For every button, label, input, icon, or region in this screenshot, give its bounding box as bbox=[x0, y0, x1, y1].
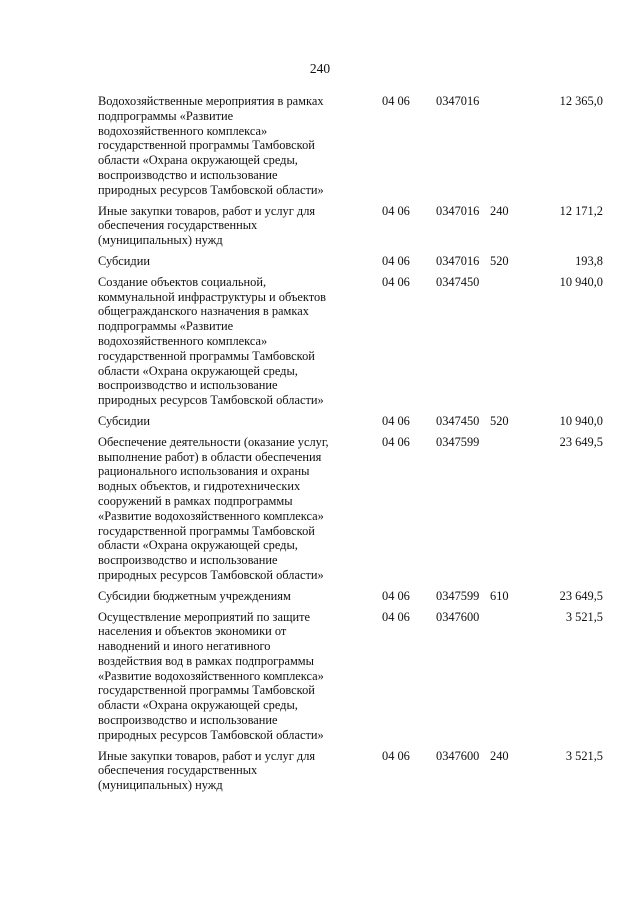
row-code: 0347016 bbox=[436, 253, 480, 268]
table-row bbox=[98, 435, 603, 583]
page-number: 240 bbox=[309, 61, 331, 76]
row-amount: 3 521,5 bbox=[565, 609, 603, 624]
row-type: 520 bbox=[490, 413, 509, 428]
row-name: Субсидии bbox=[98, 413, 150, 428]
row-type: 240 bbox=[490, 203, 509, 218]
table-row bbox=[98, 275, 603, 408]
row-name: Иные закупки товаров, работ и услуг для обеспечения государственных (муниципальных) нужд bbox=[98, 748, 316, 793]
row-amount: 10 940,0 bbox=[559, 274, 603, 289]
row-type: 240 bbox=[490, 748, 509, 763]
row-name: Субсидии bbox=[98, 253, 150, 268]
row-code: 0347016 bbox=[436, 94, 480, 108]
row-name: Субсидии бюджетным учреждениям bbox=[98, 588, 291, 603]
row-code: 0347599 bbox=[436, 588, 480, 603]
row-amount: 12 171,2 bbox=[559, 203, 603, 218]
row-amount: 23 649,5 bbox=[559, 588, 603, 603]
row-code: 0347599 bbox=[436, 434, 480, 449]
budget-table bbox=[98, 94, 603, 799]
table-row bbox=[98, 94, 603, 198]
row-amount: 10 940,0 bbox=[559, 413, 603, 428]
row-section: 04 06 bbox=[382, 413, 410, 428]
row-section: 04 06 bbox=[382, 748, 410, 763]
row-section: 04 06 bbox=[382, 274, 410, 289]
table-row bbox=[98, 414, 603, 429]
row-amount: 193,8 bbox=[575, 253, 603, 268]
row-section: 04 06 bbox=[382, 434, 410, 449]
table-row bbox=[98, 749, 603, 793]
row-code: 0347600 bbox=[436, 609, 480, 624]
row-code: 0347016 bbox=[436, 203, 480, 218]
row-type: 520 bbox=[490, 253, 509, 268]
row-amount: 23 649,5 bbox=[559, 434, 603, 449]
row-amount: 12 365,0 bbox=[559, 94, 603, 108]
row-name: Водохозяйственные мероприятия в рамках подпрограммы «Развитие водохозяйственного комплекса» государственной программы Тамбовской области «Охрана окружающей среды, воспроизводство и использование природных ресурсов Тамбовской области» bbox=[98, 94, 324, 197]
row-name: Иные закупки товаров, работ и услуг для обеспечения государственных (муниципальных) нужд bbox=[98, 203, 316, 248]
row-section: 04 06 bbox=[382, 253, 410, 268]
row-section: 04 06 bbox=[382, 588, 410, 603]
row-type: 610 bbox=[490, 588, 509, 603]
row-code: 0347600 bbox=[436, 748, 480, 763]
row-code: 0347450 bbox=[436, 413, 480, 428]
row-code: 0347450 bbox=[436, 274, 480, 289]
row-name: Создание объектов социальной, коммунальной инфраструктуры и объектов общегражданского назначения в рамках подпрограммы «Развитие водохозяйственного комплекса» государственной программы Тамбовской области «Охрана окружающей среды, воспроизводство и использование природных ресурсов Тамбовской области» bbox=[98, 274, 327, 408]
table-row bbox=[98, 204, 603, 248]
row-amount: 3 521,5 bbox=[565, 748, 603, 763]
row-name: Осуществление мероприятий по защите населения и объектов экономики от наводнений и иного негативного воздействия вод в рамках подпрограммы «Развитие водохозяйственного комплекса» государственной программы Тамбовской области «Охрана окружающей среды, воспроизводство и использование природных ресурсов Тамбовской области» bbox=[98, 609, 324, 742]
row-section: 04 06 bbox=[382, 94, 410, 108]
row-name: Обеспечение деятельности (оказание услуг, выполнение работ) в области обеспечения рационального использования и охраны водных объектов, и гидротехнических сооружений в рамках подпрограммы «Развитие водохозяйственного комплекса» государственной программы Тамбовской области «Охрана окружающей среды, воспроизводство и использование природных ресурсов Тамбовской области» bbox=[98, 434, 329, 582]
table-row bbox=[98, 589, 603, 604]
table-row bbox=[98, 610, 603, 743]
row-section: 04 06 bbox=[382, 609, 410, 624]
row-section: 04 06 bbox=[382, 203, 410, 218]
table-row bbox=[98, 254, 603, 269]
